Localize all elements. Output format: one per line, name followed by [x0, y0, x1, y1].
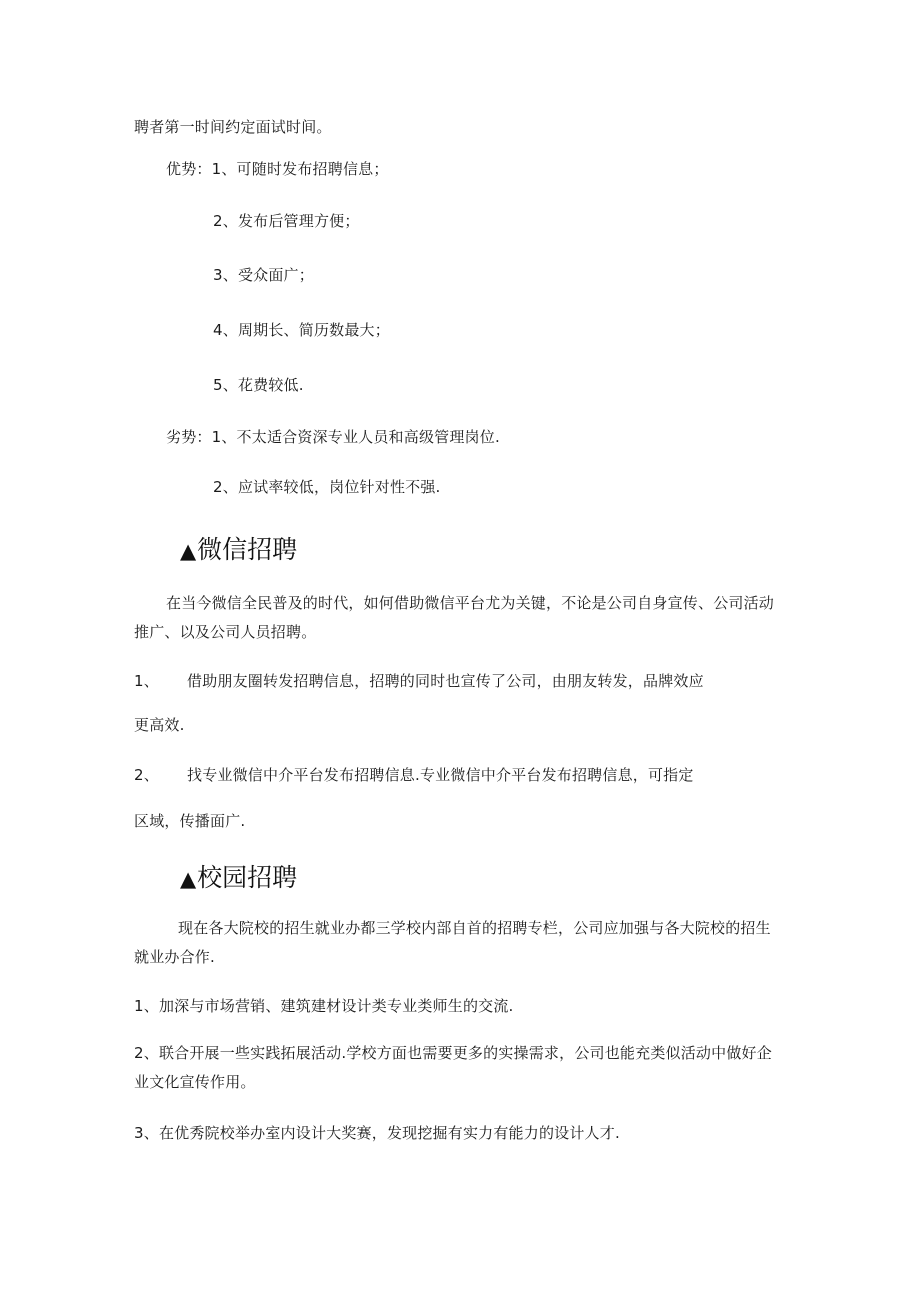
- advantage-item: 2、发布后管理方便；: [213, 212, 360, 230]
- advantage-item: 4、周期长、简历数最大；: [213, 321, 390, 339]
- advantages-lead: 优势：1、可随时发布招聘信息；: [166, 160, 389, 178]
- wechat-heading: [180, 534, 297, 567]
- advantage-item: 5、花费较低.: [213, 376, 304, 394]
- wechat-heading-text: 微信招聘: [197, 535, 298, 564]
- campus-paragraph-line: 现在各大院校的招生就业办都三学校内部自首的招聘专栏，公司应加强与各大院校的招生: [178, 919, 771, 937]
- wechat-item-text: 找专业微信中介平台发布招聘信息.专业微信中介平台发布招聘信息，可指定: [187, 766, 694, 784]
- disadvantages-lead: 劣势：1、不太适合资深专业人员和高级管理岗位.: [166, 428, 500, 446]
- wechat-paragraph-line: 推广、以及公司人员招聘。: [134, 623, 317, 641]
- wechat-item-number: 2、: [134, 766, 159, 784]
- disadvantage-item: 2、应试率较低，岗位针对性不强.: [213, 478, 441, 496]
- campus-item-text: 1、加深与市场营销、建筑建材设计类专业类师生的交流.: [134, 997, 514, 1015]
- campus-item-text: 业文化宣传作用。: [134, 1073, 256, 1091]
- wechat-item-text: 更高效.: [134, 716, 185, 734]
- triangle-marker-icon: ▲: [180, 867, 197, 891]
- triangle-marker-icon: ▲: [180, 539, 197, 563]
- campus-heading-text: 校园招聘: [197, 863, 298, 892]
- wechat-item-number: 1、: [134, 672, 159, 690]
- campus-item-text: 3、在优秀院校举办室内设计大奖赛，发现挖掘有实力有能力的设计人才.: [134, 1124, 620, 1142]
- campus-heading: [180, 862, 297, 895]
- wechat-item-text: 区域，传播面广.: [134, 812, 246, 830]
- campus-paragraph-line: 就业办合作.: [134, 948, 215, 966]
- intro-tail-text: 聘者第一时间约定面试时间。: [134, 118, 332, 136]
- campus-item-text: 2、联合开展一些实践拓展活动.学校方面也需要更多的实操需求，公司也能充类似活动中做好企: [134, 1044, 772, 1062]
- wechat-paragraph-line: 在当今微信全民普及的时代，如何借助微信平台尤为关键，不论是公司自身宣传、公司活动: [166, 594, 775, 612]
- wechat-item-text: 借助朋友圈转发招聘信息，招聘的同时也宣传了公司，由朋友转发，品牌效应: [187, 672, 704, 690]
- advantage-item: 3、受众面广；: [213, 266, 314, 284]
